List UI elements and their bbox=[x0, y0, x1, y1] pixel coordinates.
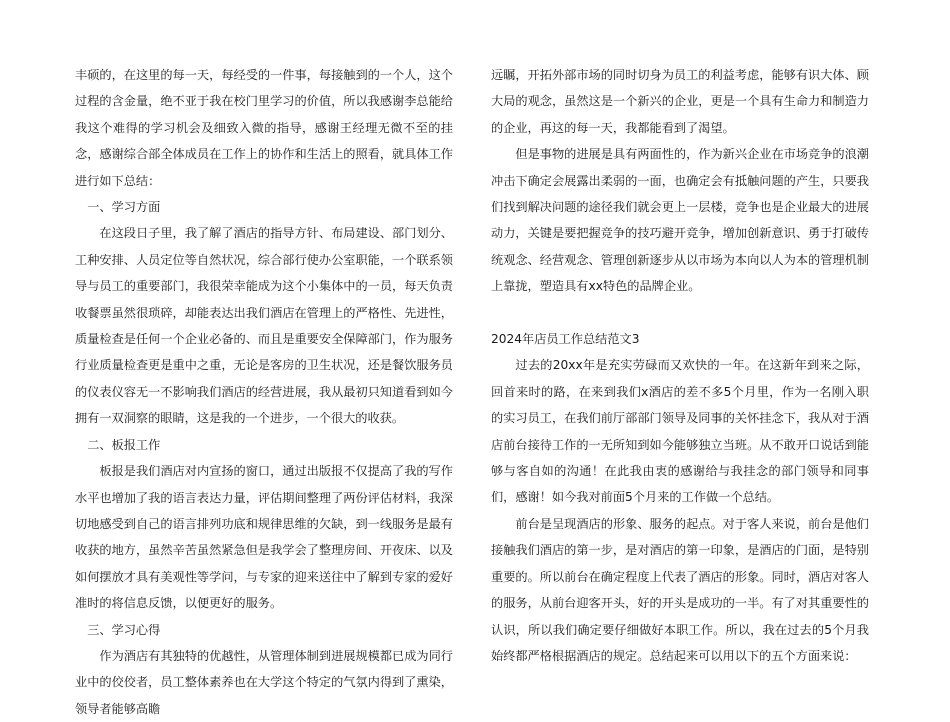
paragraph: 板报是我们酒店对内宣扬的窗口，通过出版报不仅提高了我的写作水平也增加了我的语言表达力量，评估期间整理了两份评估材料，我深切地感受到自己的语言排列功底和规律思维的欠缺，到一线服务是最有收获的地方，虽然辛苦虽然紧急但是我学会了整理房间、开夜床、以及如何摆放才具有美观性等学问，与专家的迎来送往中了解到专家的爱好准时的将信息反馈，以便更好的服务。 bbox=[75, 464, 453, 611]
section-heading: 三、学习心得 bbox=[87, 622, 161, 637]
paragraph: 丰硕的，在这里的每一天，每经受的一件事，每接触到的一个人，这个过程的含金量，绝不亚于我在校门里学习的价值，所以我感谢李总能给我这个难得的学习机会及细致入微的指导，感谢王经理无微不至的挂念，感谢综合部全体成员在工作上的协作和生活上的照看，就具体工作进行如下总结： bbox=[75, 68, 453, 188]
paragraph: 但是事物的进展是具有两面性的，作为新兴企业在市场竞争的浪潮冲击下确定会展露出柔弱的一面，也确定会有抵触问题的产生，只要我们找到解决问题的途径我们就会更上一层楼，竞争也是企业最大的进展动力，关键是要把握竞争的技巧避开竞争，增加创新意识、勇于打破传统观念、经营观念、管理创新逐步从以市场为本向以人为本的管理机制上靠拢，塑造具有xx特色的品牌企业。 bbox=[491, 147, 869, 294]
paragraph: 前台是呈现酒店的形象、服务的起点。对于客人来说，前台是他们接触我们酒店的第一步，是对酒店的第一印象，是酒店的门面，是特别 重要的。所以前台在确定程度上代表了酒店的形象。同时，酒店对客人的服务，从前台迎客开头，好的开头是成功的一半。有了对其重要性的认识，所以我们确定要仔细做好本职工作。所以，我在过去的5个月我始终都严格根据酒店的规定。总结起来可以用以下的五个方面来说： bbox=[491, 516, 894, 663]
section-heading: 一、学习方面 bbox=[87, 200, 161, 215]
paragraph: 远瞩，开拓外部市场的同时切身为员工的利益考虑，能够有识大体、顾大局的观念，虽然这是一个新兴的企业，更是一个具有生命力和制造力的企业，再这的每一天，我都能看到了渴望。 bbox=[491, 68, 869, 135]
right-column bbox=[491, 62, 894, 669]
section-heading: 二、板报工作 bbox=[87, 437, 161, 452]
article-title: 2024年店员工作总结范文3 bbox=[491, 332, 640, 347]
left-column bbox=[75, 62, 453, 722]
paragraph: 作为酒店有其独特的优越性，从管理体制到进展规模都已成为同行业中的佼佼者，员工整体素养也在大学这个特定的气氛内得到了熏染，领导者能够高瞻 bbox=[75, 648, 453, 716]
spacer bbox=[491, 300, 869, 326]
paragraph: 在这段日子里，我了解了酒店的指导方针、布局建设、部门划分、工种安排、人员定位等自然状况，综合部行使办公室职能，一个联系领导与员工的重要部门，我很荣幸能成为这个小集体中的一员，每天负责收餐票虽然很琐碎，却能表达出我们酒店在管理上的严格性、先进性，质量检查是任何一个企业必备的、而且是重要安全保障部门，作为服务行业质量检查更是重中之重，无论是客房的卫生状况，还是餐饮服务员的仪表仪容无一不影响我们酒店的经营进展，我从最初只知道看到如今拥有一双洞察的眼睛，这是我的一个进步，一个很大的收获。 bbox=[75, 226, 453, 426]
paragraph: 过去的20xx年是充实劳碌而又欢快的一年。在这新年到来之际，回首来时的路，在来到我们x酒店的差不多5个月里，作为一名刚入职的实习员工，在我们前厅部部门领导及同事的关怀挂念下，我从对于酒店前台接待工作的一无所知到如今能够独立当班。从不敢开口说话到能够与客自如的沟通！在此我由衷的感谢给与我挂念的部门领导和同事们，感谢！如今我对前面5个月来的工作做一个总结。 bbox=[491, 358, 869, 505]
